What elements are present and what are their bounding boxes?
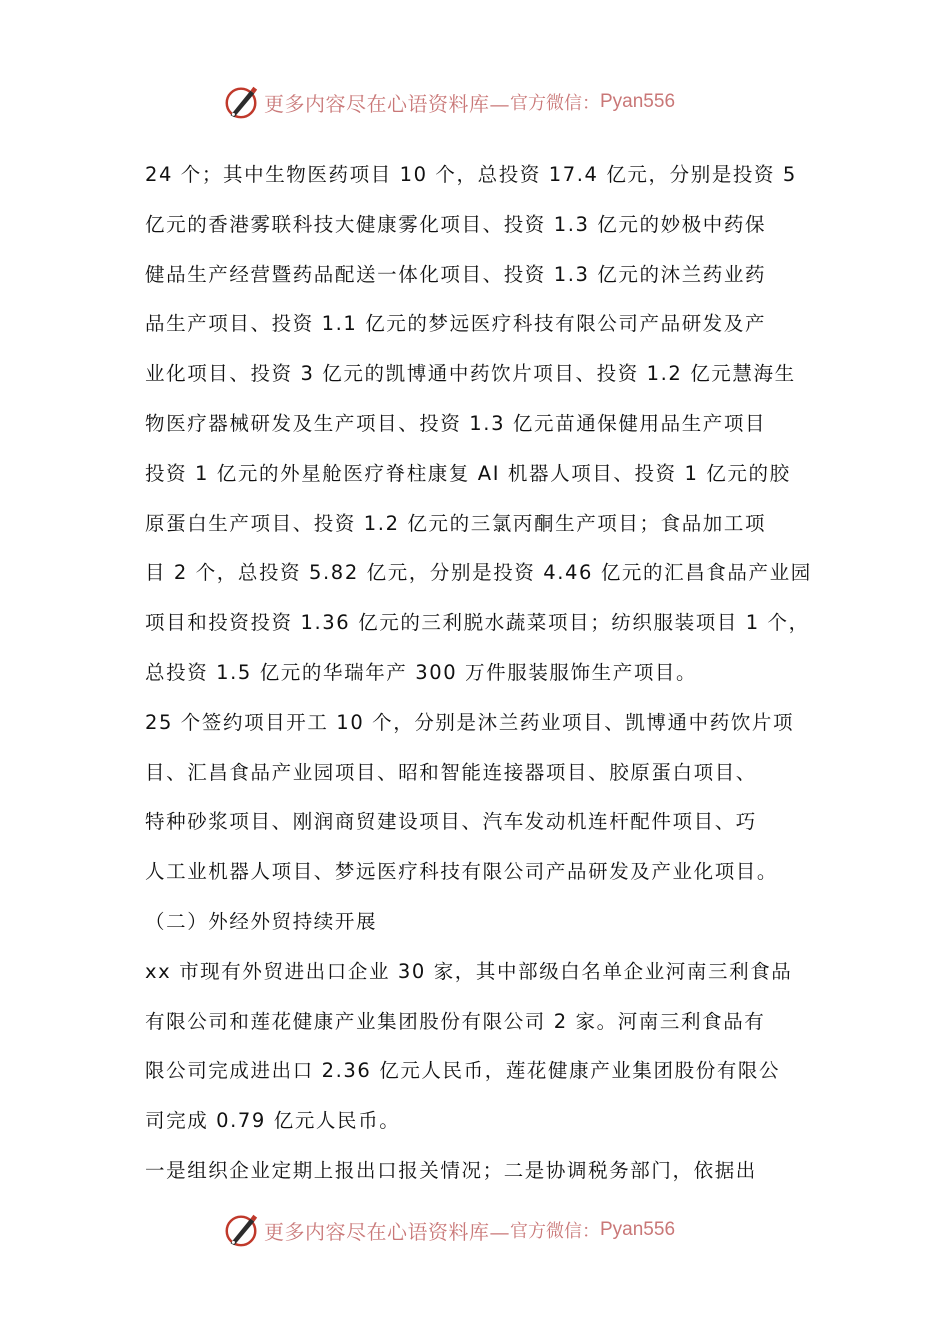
text-line: 24 个；其中生物医药项目 10 个，总投资 17.4 亿元，分别是投资 5 [145, 163, 797, 186]
text-line: 项目和投资投资 1.36 亿元的三利脱水蔬菜项目；纺织服装项目 1 个， [145, 611, 810, 635]
text-line: 特种砂浆项目、刚润商贸建设项目、汽车发动机连杆配件项目、巧 [145, 810, 757, 834]
footer-banner [222, 1210, 742, 1250]
body-text [145, 150, 815, 1196]
text-line: xx 市现有外贸进出口企业 30 家，其中部级白名单企业河南三利食品 [145, 959, 793, 983]
text-line: 限公司完成进出口 2.36 亿元人民币，莲花健康产业集团股份有限公 [145, 1059, 781, 1083]
text-line: 目 2 个，总投资 5.82 亿元，分别是投资 4.46 亿元的汇昌食品产业园 [145, 561, 812, 585]
footer-banner-text: 更多内容尽在心语资料库— [264, 1219, 510, 1244]
footer-banner-sub: 官方微信： [510, 1221, 600, 1242]
pen-in-circle-icon [222, 83, 260, 121]
text-line: 目、汇昌食品产业园项目、昭和智能连接器项目、胶原蛋白项目、 [145, 760, 757, 784]
text-line: 一是组织企业定期上报出口报关情况；二是协调税务部门，依据出 [145, 1158, 757, 1182]
text-line: 业化项目、投资 3 亿元的凯博通中药饮片项目、投资 1.2 亿元慧海生 [145, 362, 796, 386]
text-line: 原蛋白生产项目、投资 1.2 亿元的三氯丙酮生产项目；食品加工项 [145, 511, 767, 535]
text-line: 健品生产经营暨药品配送一体化项目、投资 1.3 亿元的沐兰药业药 [145, 262, 767, 286]
header-banner-sub: 官方微信： [510, 93, 600, 114]
section-heading: （二）外经外贸持续开展 [145, 909, 378, 933]
text-line: 物医疗器械研发及生产项目、投资 1.3 亿元苗通保健用品生产项目 [145, 411, 767, 435]
header-banner-id: Pyan556 [600, 91, 676, 112]
text-line: 人工业机器人项目、梦远医疗科技有限公司产品研发及产业化项目。 [145, 860, 779, 884]
text-line: 亿元的香港雾联科技大健康雾化项目、投资 1.3 亿元的妙极中药保 [145, 212, 767, 236]
header-banner-text: 更多内容尽在心语资料库— [264, 91, 510, 116]
text-line: 司完成 0.79 亿元人民币。 [145, 1109, 401, 1133]
text-line: 有限公司和莲花健康产业集团股份有限公司 2 家。河南三利食品有 [145, 1009, 766, 1033]
header-banner [222, 82, 742, 122]
text-line: 品生产项目、投资 1.1 亿元的梦远医疗科技有限公司产品研发及产 [145, 312, 767, 336]
pen-in-circle-icon [222, 1211, 260, 1249]
text-line: 总投资 1.5 亿元的华瑞年产 300 万件服装服饰生产项目。 [145, 660, 698, 684]
footer-banner-id: Pyan556 [600, 1219, 676, 1240]
text-line: 25 个签约项目开工 10 个，分别是沐兰药业项目、凯博通中药饮片项 [145, 710, 795, 734]
text-line: 投资 1 亿元的外星舱医疗脊柱康复 AI 机器人项目、投资 1 亿元的胶 [145, 461, 791, 485]
